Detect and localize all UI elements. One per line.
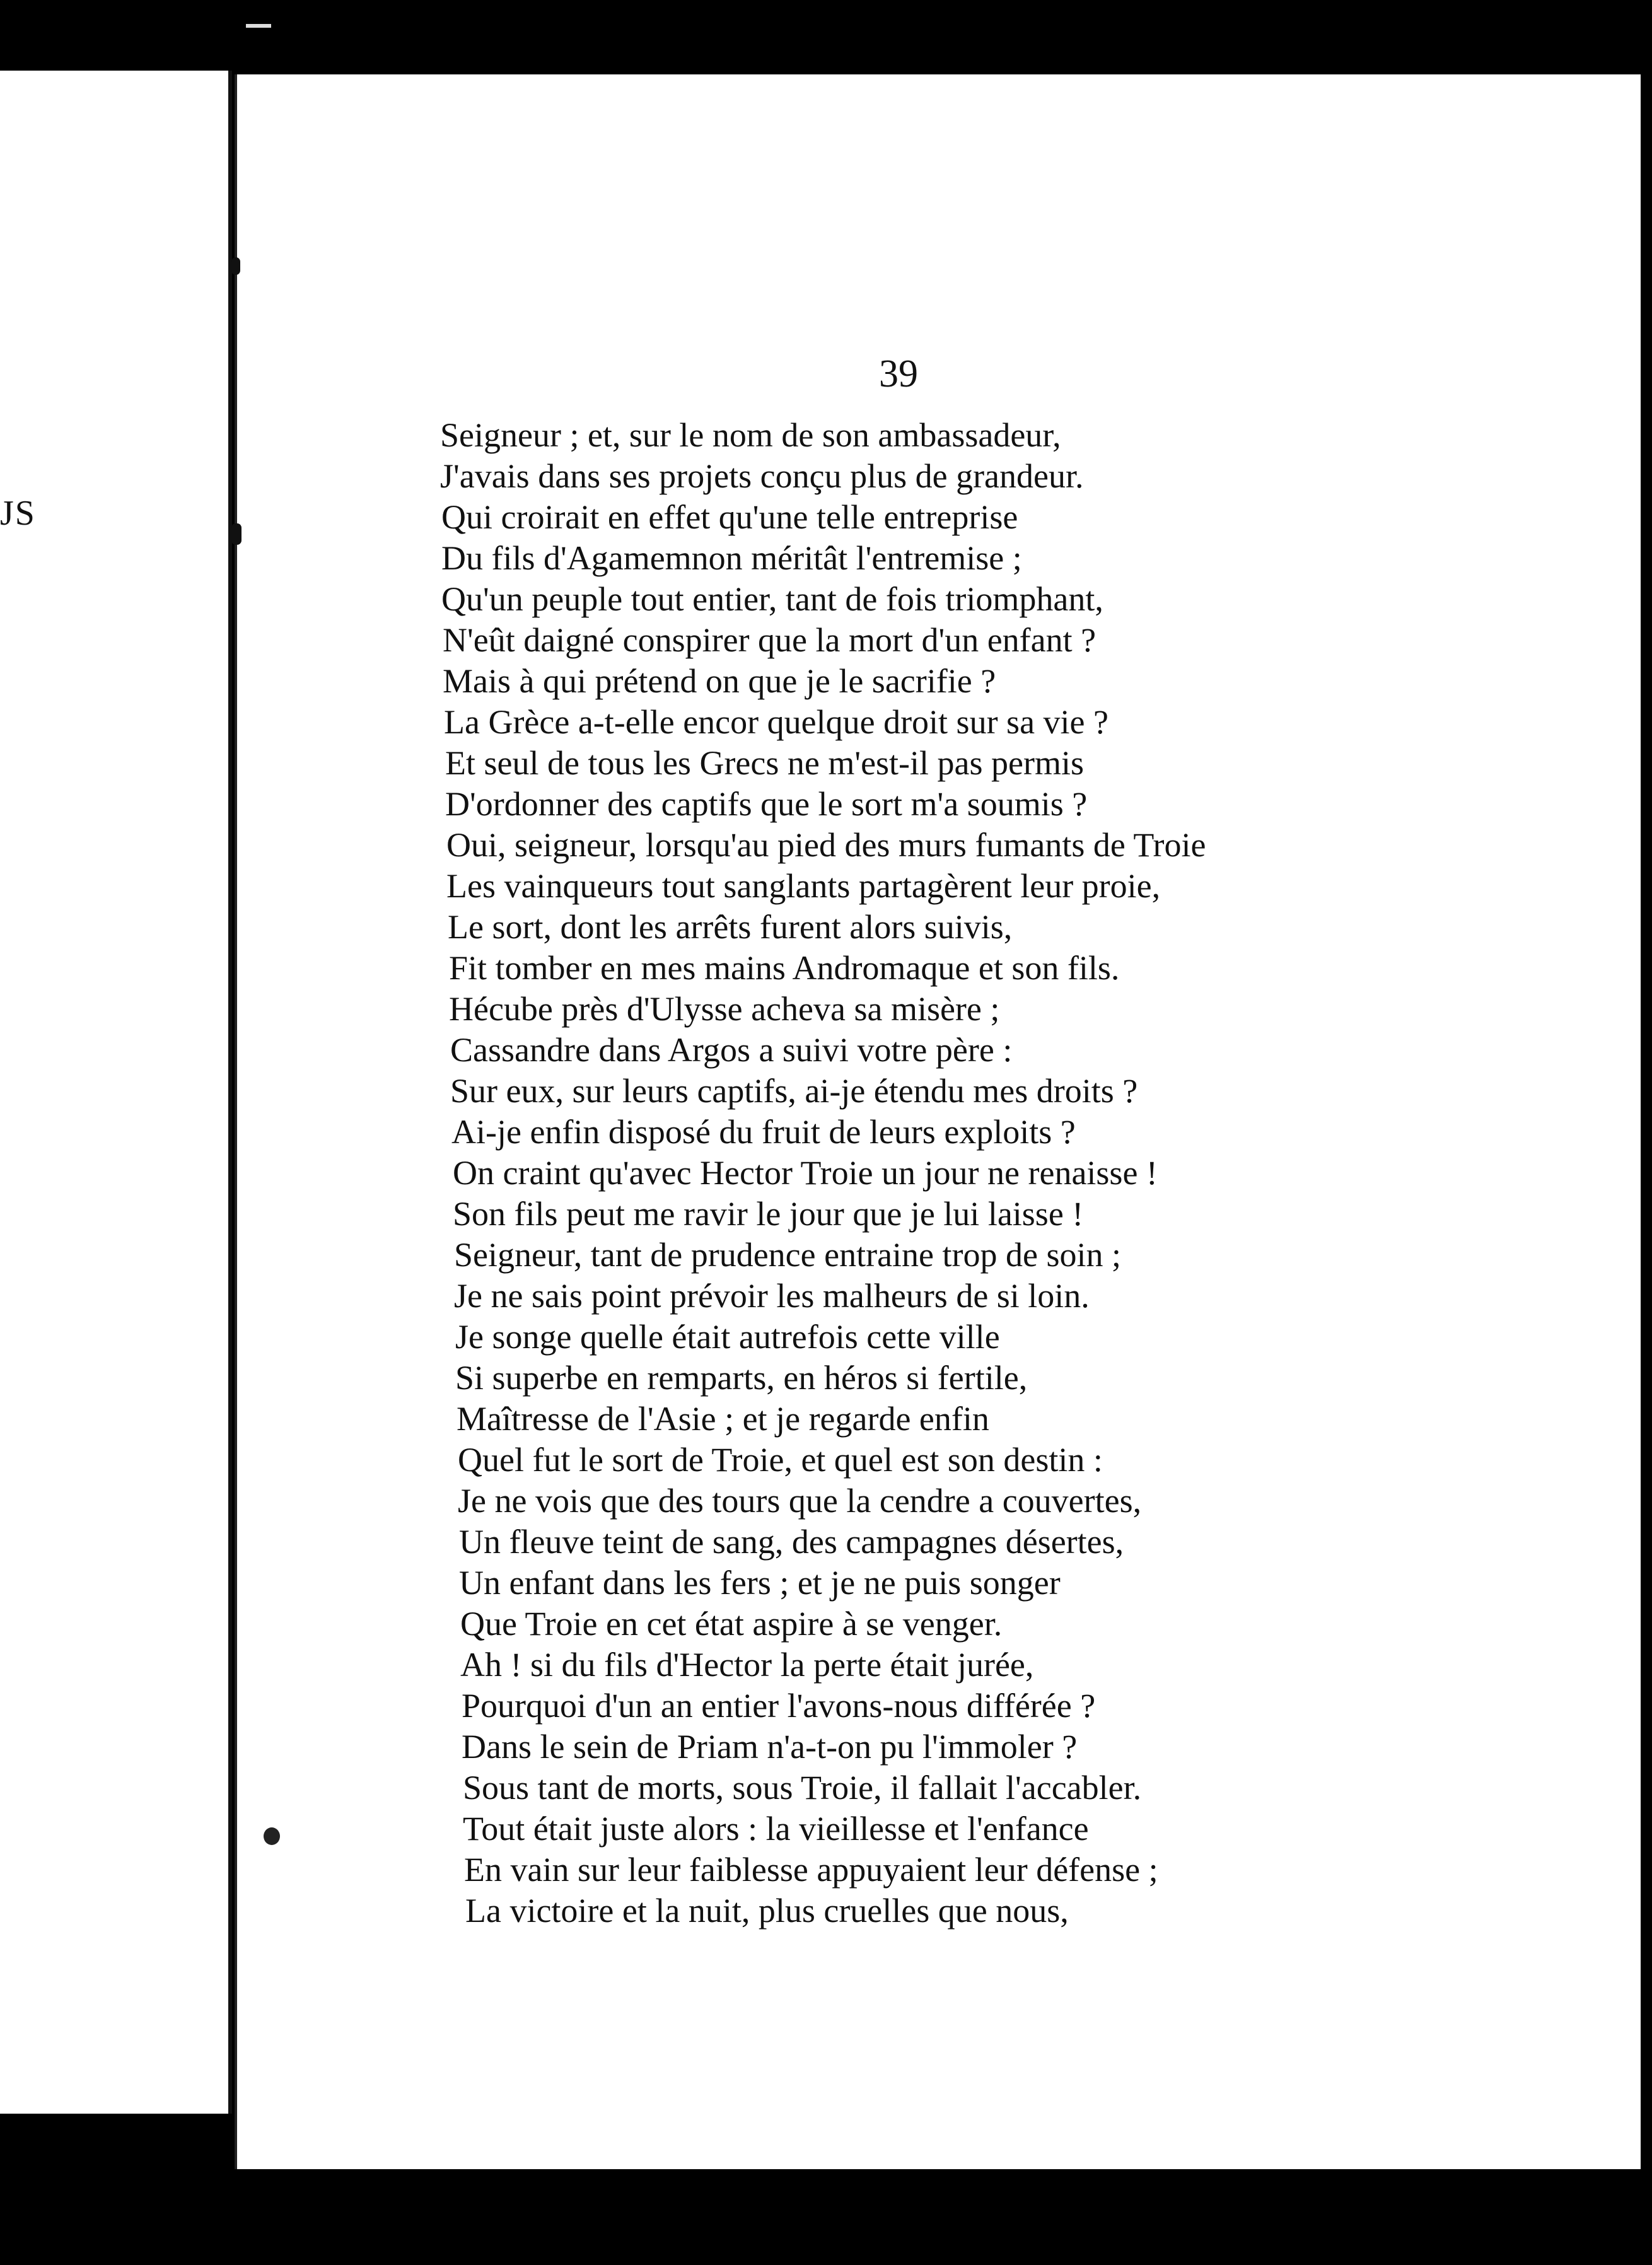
verse-line: N'eût daigné conspirer que la mort d'un enfant ?	[443, 621, 1096, 659]
verse-line: Ai-je enfin disposé du fruit de leurs exploits ?	[451, 1113, 1076, 1151]
verse-line: Maîtresse de l'Asie ; et je regarde enfin	[457, 1400, 989, 1438]
ink-smudge	[264, 1827, 280, 1845]
binding-mark	[231, 257, 240, 275]
verse-line: Je ne sais point prévoir les malheurs de si loin.	[454, 1277, 1090, 1315]
verse-line: La victoire et la nuit, plus cruelles que nous,	[465, 1892, 1069, 1930]
page-number: 39	[879, 352, 918, 395]
verse-line: En vain sur leur faiblesse appuyaient leur défense ;	[464, 1851, 1158, 1889]
verse-line: Qu'un peuple tout entier, tant de fois triomphant,	[441, 580, 1103, 618]
verse-line: Je ne vois que des tours que la cendre a couvertes,	[458, 1482, 1142, 1520]
verse-line: Hécube près d'Ulysse acheva sa misère ;	[449, 990, 1000, 1028]
verse-line: Seigneur, tant de prudence entraine trop de soin ;	[454, 1236, 1121, 1274]
verse-line: J'avais dans ses projets conçu plus de grandeur.	[440, 457, 1084, 495]
verse-line: Pourquoi d'un an entier l'avons-nous différée ?	[462, 1687, 1096, 1725]
binding-mark	[231, 523, 241, 545]
verse-line: Du fils d'Agamemnon méritât l'entremise ;	[441, 539, 1022, 577]
left-page-text-fragment: JS	[0, 494, 36, 533]
right-page	[235, 74, 1641, 2169]
verse-line: Et seul de tous les Grecs ne m'est-il pas permis	[445, 744, 1085, 782]
left-page	[0, 71, 232, 2114]
verse-line: D'ordonner des captifs que le sort m'a soumis ?	[445, 785, 1088, 823]
verse-line: Oui, seigneur, lorsqu'au pied des murs fumants de Troie	[446, 826, 1206, 864]
verse-line: La Grèce a-t-elle encor quelque droit sur sa vie ?	[444, 703, 1108, 741]
verse-line: Les vainqueurs tout sanglants partagèrent leur proie,	[446, 867, 1161, 905]
verse-line: Sous tant de morts, sous Troie, il fallait l'accabler.	[463, 1769, 1142, 1807]
verse-line: Mais à qui prétend on que je le sacrifie ?	[443, 662, 996, 700]
verse-line: Sur eux, sur leurs captifs, ai-je étendu mes droits ?	[450, 1072, 1138, 1110]
verse-line: Un fleuve teint de sang, des campagnes désertes,	[459, 1523, 1124, 1561]
verse-line: Tout était juste alors : la vieillesse et l'enfance	[463, 1810, 1089, 1848]
verse-line: On craint qu'avec Hector Troie un jour ne renaisse !	[453, 1154, 1158, 1192]
verse-line: Dans le sein de Priam n'a-t-on pu l'immoler ?	[462, 1728, 1078, 1766]
verse-line: Si superbe en remparts, en héros si fertile,	[455, 1359, 1028, 1397]
verse-line: Je songe quelle était autrefois cette ville	[455, 1318, 1000, 1356]
verse-text	[440, 415, 1575, 1931]
verse-line: Quel fut le sort de Troie, et quel est son destin :	[458, 1441, 1103, 1479]
verse-line: Cassandre dans Argos a suivi votre père :	[450, 1031, 1013, 1069]
verse-line: Un enfant dans les fers ; et je ne puis songer	[459, 1564, 1061, 1602]
verse-line: Son fils peut me ravir le jour que je lui laisse !	[453, 1195, 1084, 1233]
verse-line: Seigneur ; et, sur le nom de son ambassadeur,	[440, 416, 1061, 454]
verse-line: Le sort, dont les arrêts furent alors suivis,	[448, 908, 1013, 946]
verse-line: Que Troie en cet état aspire à se venger.	[460, 1605, 1003, 1643]
verse-line: Fit tomber en mes mains Andromaque et son fils.	[449, 949, 1120, 987]
verse-line: Ah ! si du fils d'Hector la perte était jurée,	[460, 1646, 1034, 1684]
verse-line: Qui croirait en effet qu'une telle entreprise	[441, 498, 1018, 536]
scan-edge-mark	[246, 24, 271, 28]
